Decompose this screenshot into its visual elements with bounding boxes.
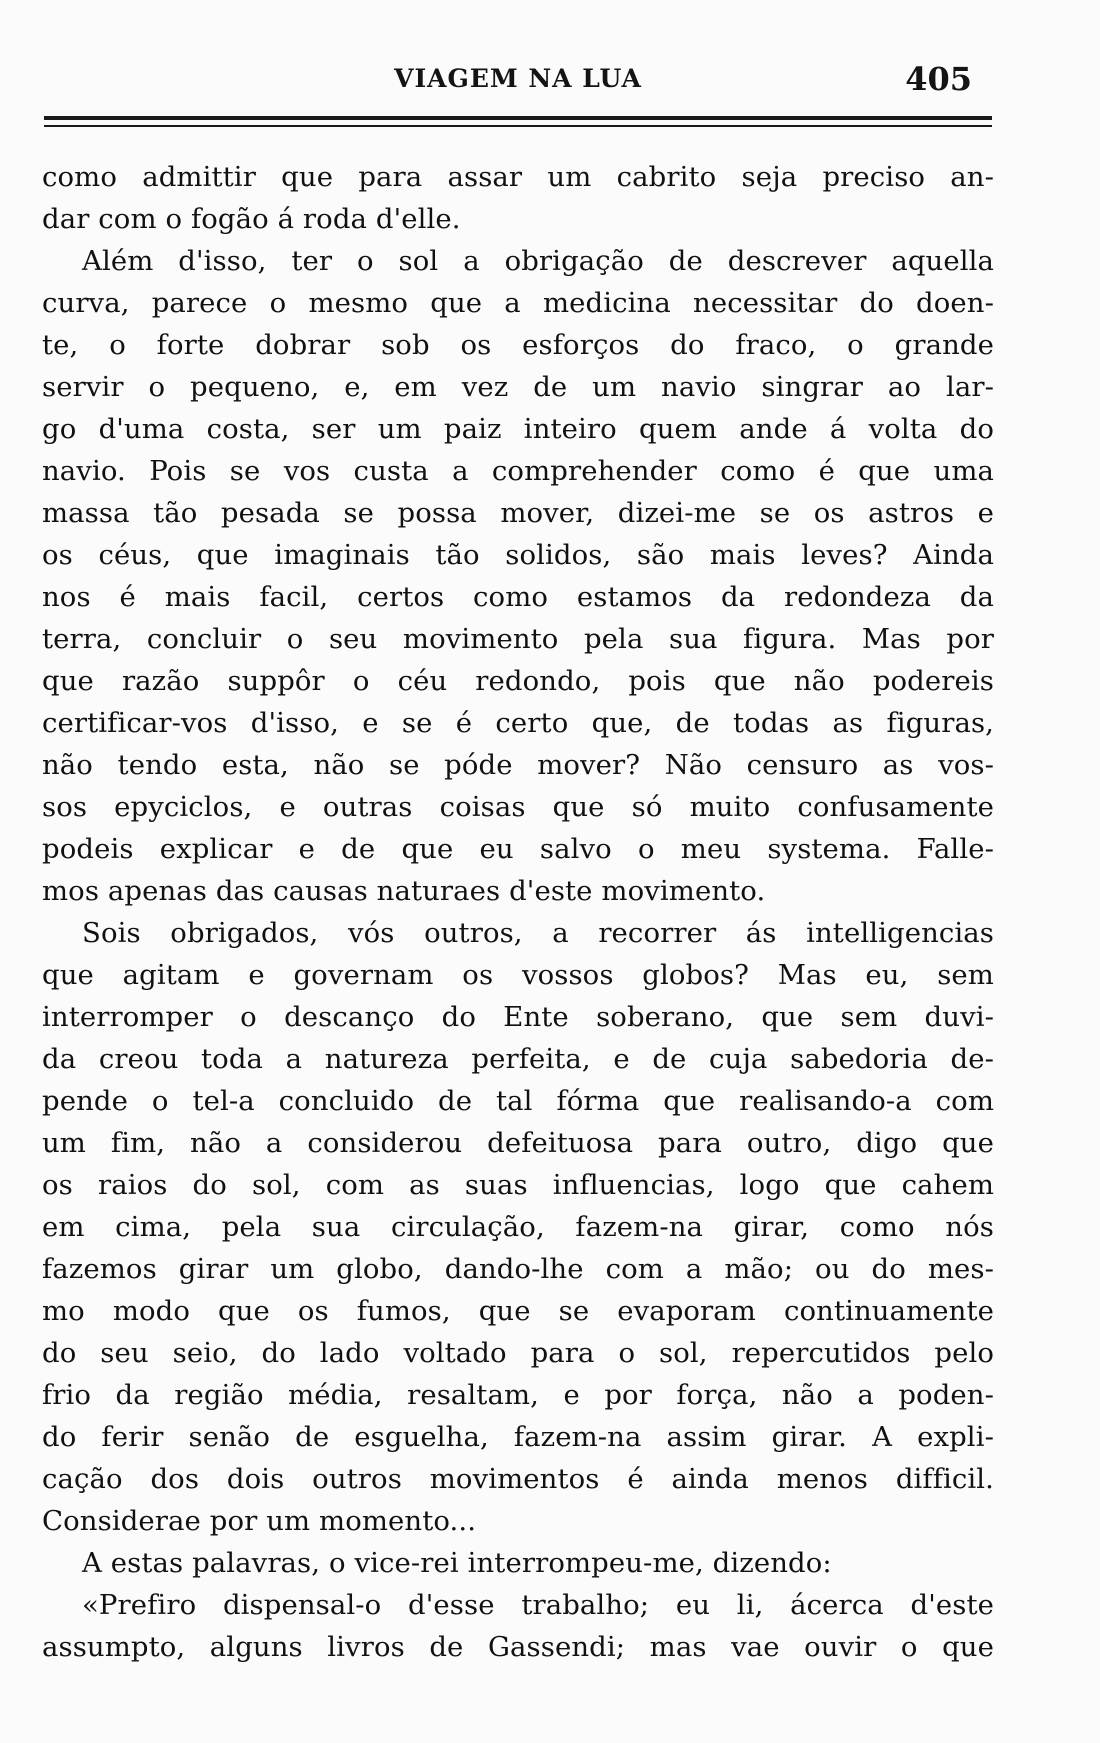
text-line: dar com o fogão á roda d'elle. — [42, 203, 461, 235]
text-line: sos epyciclos, e outras coisas que só muito confusamente — [42, 791, 994, 823]
running-head — [44, 60, 992, 100]
text-line: do ferir senão de esguelha, fazem-na assim girar. A expli- — [42, 1421, 994, 1453]
text-line: navio. Pois se vos custa a comprehender como é que uma — [42, 455, 994, 487]
text-line: não tendo esta, não se póde mover? Não censuro as vos- — [42, 749, 994, 781]
text-line: que agitam e governam os vossos globos? Mas eu, sem — [42, 959, 994, 991]
header-rule-thick — [44, 116, 992, 120]
text-line: Além d'isso, ter o sol a obrigação de descrever aquella — [82, 245, 994, 277]
text-line: da creou toda a natureza perfeita, e de cuja sabedoria de- — [42, 1043, 994, 1075]
text-line: como admittir que para assar um cabrito seja preciso an- — [42, 161, 994, 193]
text-line: fazemos girar um globo, dando-lhe com a mão; ou do mes- — [42, 1253, 994, 1285]
text-line: que razão suppôr o céu redondo, pois que não podereis — [42, 665, 994, 697]
text-line: mos apenas das causas naturaes d'este movimento. — [42, 875, 766, 907]
text-line: interromper o descanço do Ente soberano, que sem duvi- — [42, 1001, 994, 1033]
text-line: «Prefiro dispensal-o d'esse trabalho; eu li, ácerca d'este — [82, 1589, 994, 1621]
body-text — [42, 156, 994, 1668]
text-line: Considerae por um momento... — [42, 1505, 477, 1537]
text-line: A estas palavras, o vice-rei interrompeu-me, dizendo: — [82, 1547, 832, 1579]
text-line: terra, concluir o seu movimento pela sua figura. Mas por — [42, 623, 994, 655]
text-line: certificar-vos d'isso, e se é certo que, de todas as figuras, — [42, 707, 994, 739]
header-rule-thin — [44, 125, 992, 127]
text-line: curva, parece o mesmo que a medicina necessitar do doen- — [42, 287, 994, 319]
text-line: te, o forte dobrar sob os esforços do fraco, o grande — [42, 329, 994, 361]
text-line: frio da região média, resaltam, e por força, não a poden- — [42, 1379, 994, 1411]
text-line: mo modo que os fumos, que se evaporam continuamente — [42, 1295, 994, 1327]
text-line: podeis explicar e de que eu salvo o meu systema. Falle- — [42, 833, 994, 865]
text-line: do seu seio, do lado voltado para o sol, repercutidos pelo — [42, 1337, 994, 1369]
text-line: em cima, pela sua circulação, fazem-na girar, como nós — [42, 1211, 994, 1243]
page-number: 405 — [905, 60, 972, 98]
text-line: servir o pequeno, e, em vez de um navio singrar ao lar- — [42, 371, 994, 403]
text-line: os céus, que imaginais tão solidos, são mais leves? Ainda — [42, 539, 994, 571]
text-line: pende o tel-a concluido de tal fórma que realisando-a com — [42, 1085, 994, 1117]
text-line: cação dos dois outros movimentos é ainda menos difficil. — [42, 1463, 994, 1495]
text-line: nos é mais facil, certos como estamos da redondeza da — [42, 581, 994, 613]
text-line: os raios do sol, com as suas influencias, logo que cahem — [42, 1169, 994, 1201]
running-title: VIAGEM NA LUA — [394, 64, 642, 93]
text-line: assumpto, alguns livros de Gassendi; mas vae ouvir o que — [42, 1631, 994, 1663]
text-line: go d'uma costa, ser um paiz inteiro quem ande á volta do — [42, 413, 994, 445]
text-line: Sois obrigados, vós outros, a recorrer ás intelligencias — [82, 917, 994, 949]
text-line: um fim, não a considerou defeituosa para outro, digo que — [42, 1127, 994, 1159]
text-line: massa tão pesada se possa mover, dizei-me se os astros e — [42, 497, 994, 529]
